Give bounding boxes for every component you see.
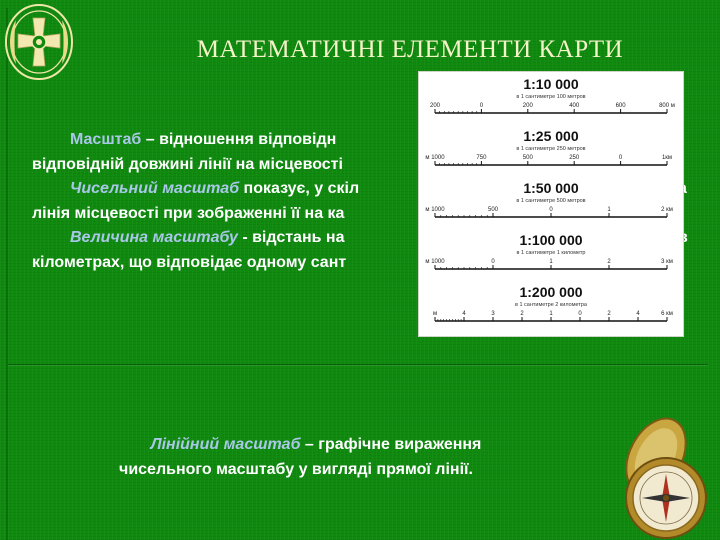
scale-label: 1 [607,207,611,213]
linear-line2: чисельного масштабу у вигляді прямої лінії. [119,461,473,478]
scale-label: 800 м [659,103,675,109]
term-numeric-scale: Чисельний масштаб [70,180,240,197]
scale-ratio: 1:50 000 [523,180,579,196]
scale-label: 4 [462,311,466,317]
scale-label: 200 [522,103,533,109]
paragraph-numeric-line2: лінія місцевості при зображенні її на ка [32,204,345,222]
scale-caption: в 1 сантиметре 2 километра [515,302,587,308]
scale-label: 500 [487,207,499,213]
scale-label: 4 [636,311,640,317]
scale-label: 2 [607,311,611,317]
scale-bar-2 [425,128,672,165]
linear-line1 [56,432,536,457]
scale-label: 600 [615,103,626,109]
scale-label: 200 [429,103,441,109]
scale-label: 3 [491,311,495,317]
scale-label: м 1000 [425,207,445,213]
scale-caption: в 1 сантиметре 1 километр [516,250,586,256]
scale-label: 2 [607,259,611,265]
scale-label: 1км [661,155,673,161]
scale-label: 0 [618,155,623,161]
scale-label: 400 [569,103,580,109]
scale-label: 500 [522,155,533,161]
scale-bars-figure [419,72,683,336]
scale-bar-1 [430,76,675,113]
scale-label: м 1000 [425,259,445,265]
scale-bar-3 [425,180,672,217]
scale-ratio: 1:100 000 [519,232,583,248]
linear-text: – графічне вираження [300,436,482,453]
term-linear-scale: Лінійний масштаб [150,436,301,453]
scale-caption: в 1 сантиметре 100 метров [516,94,586,100]
scale-label: 0 [479,103,484,109]
left-rule [6,8,8,540]
term-scale-magnitude: Величина масштабу [70,229,238,246]
term-scale: Масштаб [70,131,142,148]
paragraph-tail: а [678,180,687,197]
paragraph-scale-line2: відповідній довжині лінії на місцевості [32,155,343,173]
paragraph-text: - відстань на [237,229,345,246]
paragraph-text: показує, у скіл [239,180,360,197]
scale-label: 0 [491,259,495,265]
paragraph-tail: і [678,131,683,148]
scale-caption: в 1 сантиметре 500 метров [516,198,586,204]
compass-icon [608,408,720,540]
scale-label: м 1000 [425,155,445,161]
scale-label: 0 [549,207,553,213]
scale-label: 750 [476,155,487,161]
scale-label: 1 [549,311,553,317]
scale-label: м [432,311,438,317]
scale-label: 2 км [661,207,673,213]
scale-ratio: 1:200 000 [519,284,583,300]
paragraph-tail: в [678,229,688,246]
scale-bar-4 [425,232,672,269]
scale-caption: в 1 сантиметре 250 метров [516,146,586,152]
scale-ratio: 1:25 000 [523,128,579,144]
scale-label: 2 [520,311,524,317]
scale-label: 250 [569,155,580,161]
scale-label: 6 км [661,311,673,317]
paragraph-text: – відношення відповідн [141,131,337,148]
linear-scale-definition [56,432,536,482]
scale-label: 0 [578,311,582,317]
scale-bar-5 [433,284,673,321]
scale-ratio: 1:10 000 [523,76,579,92]
scale-label: 1 [549,259,553,265]
emblem-icon [2,2,76,82]
paragraph-magnitude-line2: кілометрах, що відповідає одному сант [32,253,347,271]
divider [8,364,708,365]
slide-title: МАТЕМАТИЧНІ ЕЛЕМЕНТИ КАРТИ [196,36,624,63]
scale-label: 3 км [661,259,673,265]
